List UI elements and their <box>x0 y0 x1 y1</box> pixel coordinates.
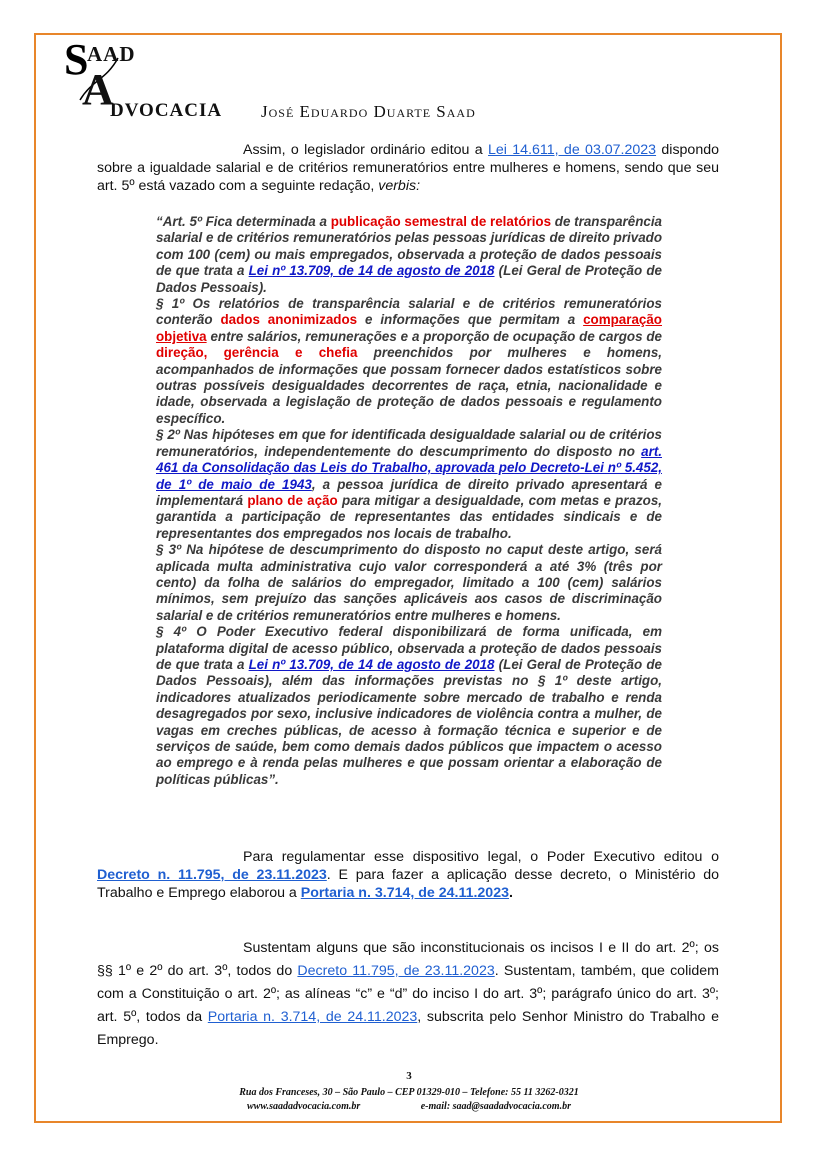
lawyer-name: José Eduardo Duarte Saad <box>261 102 476 121</box>
portaria-3714-link-2[interactable]: Portaria n. 3.714, de 24.11.2023 <box>207 1009 418 1025</box>
lei-14611-link[interactable]: Lei 14.611, de 03.07.2023 <box>488 142 657 158</box>
footer-website[interactable]: www.saadadvocacia.com.br <box>247 1101 361 1112</box>
lei-13709-link[interactable]: Lei nº 13.709, de 14 de agosto de 2018 <box>248 263 495 279</box>
article-quote <box>156 214 662 788</box>
footer-address: Rua dos Franceses, 30 – São Paulo – CEP 01329-010 – Telefone: 55 11 3262-0321 <box>239 1087 579 1098</box>
footer-contacts <box>0 1101 818 1112</box>
quote-paragraph-2: § 2º Nas hipóteses em que for identificada desigualdade salarial ou de critérios remuneratórios, independentemente do descumprimento do disposto no art. 461 da Consolidação das Leis do Trabalho, aprovada pelo Decreto-Lei nº 5.452, de 1º de maio de 1943, a pessoa jurídica de direito privado apresentará e implementará plano de ação para mitigar a desigualdade, com metas e prazos, garantida a participação de representantes das entidades sindicais e de representantes dos empregados nos locais de trabalho. <box>156 427 662 541</box>
footer-email[interactable]: e-mail: saad@saadadvocacia.com.br <box>420 1101 571 1112</box>
decreto-11795-link[interactable]: Decreto n. 11.795, de 23.11.2023 <box>97 867 327 883</box>
quote-art5: “Art. 5º Fica determinada a publicação semestral de relatórios de transparência salarial e de critérios remuneratórios pelas pessoas jurídicas de direito privado com 100 (cem) ou mais empregados, observada a proteção de dados pessoais de que trata a Lei nº 13.709, de 14 de agosto de 2018 (Lei Geral de Proteção de Dados Pessoais). <box>156 214 663 295</box>
portaria-3714-link[interactable]: Portaria n. 3.714, de 24.11.2023 <box>300 885 509 901</box>
quote-paragraph-3: § 3º Na hipótese de descumprimento do disposto no caput deste artigo, será aplicada multa administrativa cujo valor corresponderá a até 3% (três por cento) da folha de salários do empregador, limitado a 100 (cem) salários mínimos, sem prejuízo das sanções aplicáveis aos casos de discriminação salarial e de critérios remuneratórios entre mulheres e homens. <box>156 542 662 623</box>
logo-text-dvocacia: DVOCACIA <box>110 100 223 121</box>
unconstitutionality-paragraph: Sustentam alguns que são inconstitucionais os incisos I e II do art. 2º; os §§ 1º e 2º do art. 3º, todos do Decreto 11.795, de 23.11.2023. Sustentam, também, que colidem com a Constituição o art. 2º; as alíneas “c” e “d” do inciso I do art. 3º; parágrafo único do art. 3º; art. 5º, todos da Portaria n. 3.714, de 24.11.2023, subscrita pelo Senhor Ministro do Trabalho e Emprego. <box>97 940 719 1048</box>
intro-paragraph: Assim, o legislador ordinário editou a Lei 14.611, de 03.07.2023 dispondo sobre a igualdade salarial e de critérios remuneratórios entre mulheres e homens, sendo que seu art. 5º está vazado com a seguinte redação, verbis: <box>97 142 719 194</box>
lei-13709-link-2[interactable]: Lei nº 13.709, de 14 de agosto de 2018 <box>248 656 495 672</box>
decreto-11795-link-2[interactable]: Decreto 11.795, de 23.11.2023 <box>297 963 495 979</box>
quote-paragraph-1: § 1º Os relatórios de transparência salarial e de critérios remuneratórios conterão dados anonimizados e informações que permitam a comparação objetiva entre salários, remunerações e a proporção de ocupação de cargos de direção, gerência e chefia preenchidos por mulheres e homens, acompanhados de informações que possam fornecer dados estatísticos sobre outras possíveis desigualdades decorrentes de raça, etnia, nacionalidade e idade, observada a legislação de proteção de dados pessoais e regulamento específico. <box>156 296 662 426</box>
logo-text-aad: AAD <box>87 42 136 66</box>
quote-paragraph-4: § 4º O Poder Executivo federal disponibilizará de forma unificada, em plataforma digital de acesso público, observada a proteção de dados pessoais de que trata a Lei nº 13.709, de 14 de agosto de 2018 (Lei Geral de Proteção de Dados Pessoais), além das informações previstas no § 1º deste artigo, indicadores atualizados periodicamente sobre mercado de trabalho e renda desagregados por sexo, inclusive indicadores de violência contra a mulher, de vagas em creches públicas, de acesso à formação técnica e superior e de serviços de saúde, bem como demais dados públicos que impactem o acesso ao emprego e à renda pelas mulheres e que possam orientar a elaboração de políticas públicas”. <box>156 624 662 787</box>
regulation-paragraph: Para regulamentar esse dispositivo legal, o Poder Executivo editou o Decreto n. 11.795, de 23.11.2023. E para fazer a aplicação desse decreto, o Ministério do Trabalho e Emprego elaborou a Portaria n. 3.714, de 24.11.2023. <box>97 849 720 901</box>
saad-advocacia-logo <box>64 35 544 121</box>
logo-letter-s: S <box>64 35 89 84</box>
art-461-clt-link[interactable]: art. 461 da Consolidação das Leis do Trabalho, aprovada pelo Decreto-Lei nº 5.452, de 1º de maio de 1943 <box>156 443 662 492</box>
logo-letter-a: A <box>82 65 114 114</box>
page-number: 3 <box>406 1070 412 1082</box>
